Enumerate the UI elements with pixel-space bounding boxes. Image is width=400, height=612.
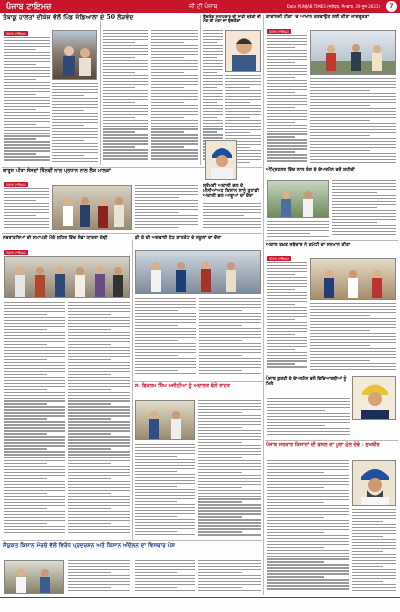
article-text [267,35,307,165]
portrait-photo [352,376,396,420]
article-text [332,180,396,238]
headline-3: ਉਦਯੋਗ ਸਲਾਹਕਾਰ ਦੀ ਸਾਡੀ ਸ਼੍ਰੇਣੀ ਦੀ ਮੰਗ ਵੀ ਮੋਗਾਂ ਜਾਂ ਉਦਯੋਗਾਂ [203,14,261,24]
headline-11: ਸ. ਵਿਕਰਮ ਸਿੰਘ ਮਜੀਠੀਆ ਨੂੰ ਅਦਾਲਤ ਵੱਲੋਂ ਰਾਹਤ [135,383,230,389]
article-text [135,444,195,538]
article-text [135,560,195,594]
article-text [4,188,49,232]
headline-1: ਤੰਬਾਕੂ ਹਾਲਤਾਂ ਦੀਕੇਜ਼ ਵੱਲੋਂ ਪਿੰਡ ਜੰਡਿਆਲਾ ਦੇ 50 ਲੋੜਵੰਦ [3,14,134,21]
article-text [352,509,396,593]
newspaper-logo: ਪੰਜਾਬ ਟਾਇਮਜ਼ [6,1,52,11]
news-photo [4,256,130,298]
headline-13: ਸੰਯੁਕਤ ਕਿਸਾਨ ਮੋਰਚੇ ਵੱਲੋਂ ਵਿਰੋਧ ਪ੍ਰਦਰਸ਼ਨ ਅਤੇ ਕਿਸਾਨ ਅੰਦੋਲਨ ਦਾ ਵਿਸਥਾਰ ਪੇਸ਼ [3,543,175,549]
news-photo [135,400,195,440]
article-text [310,303,396,372]
news-photo [52,30,97,80]
article-text [4,302,65,538]
source-tag: ਪੰਜਾਬ ਟਾਇਮਜ਼ [269,256,289,261]
article-text [135,185,198,231]
news-photo [310,258,396,300]
column-rule [132,240,133,540]
article-text [310,78,396,165]
headline-10: ਡੀ ਕੇ ਦੀ ਅਗਵਾਈ ਹੇਠ ਸ਼ਾਹਕੋਟ ਦੇ ਸਕੂਲਾਂ ਦਾ ਦੌਰਾ [135,236,222,241]
source-tag: ਪੰਜਾਬ ਟਾਇਮਜ਼ [6,250,26,255]
headline-6: ਅੰਮ੍ਰਿਤਸਰ ਵਿੱਚ ਲਾਲ ਰੰਗ ਦੇ ਚੇਅਰਮੈਨ ਵਜੋਂ ਸ਼ਹੀਦੀ [266,168,355,173]
article-text [198,560,261,594]
headline-12: ਪੰਜਾਬ ਸਰਕਾਰ ਕਿਸਾਨਾਂ ਦੀ ਫਸਲ ਦਾ ਪੂਰਾ ਮੁੱਲ ਦੇਵੇ : ਸੁਖਬੀਰ [266,442,380,448]
news-photo [310,30,396,75]
column-rule [200,15,201,165]
portrait-photo [205,140,237,180]
news-photo [135,250,261,294]
portrait-photo [225,30,261,72]
article-text [68,302,130,538]
issue-date: Date PUNJAB TIMES (ਜਲੰਧਰ, ਸੋਮਵਾਰ, 29 ਜੂਨ 2021) [286,4,380,9]
section-divider [265,440,398,441]
section-divider [2,540,262,541]
headline-2: ਕਾਵਾਂਲਜੀ ਟੀਕਾ 'ਚ ਆਖਾਨ ਕਰਵਾਉਣ ਲਈ ਕੀਤਾ ਜਾਗਰੂਕਤਾ [266,15,370,20]
article-text [103,30,148,165]
section-divider [133,381,263,382]
article-text [4,37,50,165]
news-photo [267,180,329,218]
news-photo [52,185,132,230]
article-text [52,83,98,165]
article-text [267,460,349,593]
article-text [68,560,130,594]
section-divider [2,233,262,234]
headline-8: ਪੰਜਾਬ ਕੁਸ਼ਤੀ ਦੇ ਚੇਅਰਮੈਨ ਵਲੋਂ ਵਿਦਿਆਰਥੀਆਂ ਨੂੰ ਮਿਲੇ [266,377,347,387]
article-text [135,298,196,378]
footer-rule [0,597,400,598]
headline-7: ਅਕਾਲ ਤਖ਼ਤ ਜਥੇਦਾਰ ਨੇ ਕਮੇਟੀ ਦਾ ਸਨਮਾਨ ਕੀਤਾ [266,243,351,248]
article-text [203,203,261,231]
article-text [199,298,261,378]
column-rule [263,15,264,595]
article-text [198,400,261,538]
article-text [267,221,329,238]
masthead [0,0,400,13]
source-tag: ਪੰਜਾਬ ਟਾਇਮਜ਼ [269,29,289,34]
headline-4: ਬਾਰੂਸ ਪੀਤਾ ਸੰਸਦਾਂ ਤਿੰਨਵੀਂ ਨਾਲ ਪ੍ਰਧਾਨ ਨਾਲ ਲੈਸ਼ ਮਾਲਕਾਂ [3,168,111,174]
article-text [151,30,198,165]
page-number: 7 [386,1,397,12]
article-text [267,398,350,438]
source-tag: ਪੰਜਾਬ ਟਾਇਮਜ਼ [6,182,26,187]
article-text [267,262,307,372]
section-title: ਜੀ ਟੀ ਪੰਜਾਬ [189,2,218,10]
portrait-photo [352,460,396,506]
column-rule [100,15,101,165]
source-tag: ਪੰਜਾਬ ਟਾਇਮਜ਼ [6,31,26,36]
news-photo [4,560,64,594]
headline-9: ਨਵਰਾਤਰਿਆਂ ਦੀ ਸਮਾਪਤੀ ਮੌਕੇ ਸ਼ਹਿਰ ਵਿੱਚ ਸੋਭਾ ਯਾਤਰਾ ਕੱਢੀ [3,236,108,241]
section-divider [265,240,398,241]
headline-5: ਸ਼੍ਰੋਮਣੀ ਅਕਾਲੀ ਦਲ ਦੇ ਮੀਨੀਆਂਅਧ ਕਿਸਾਨ ਸਾਨੂੰ ਤੁਹਾਡੀ ਅਕਾਲੀ ਦਲ ਆਗੂਆਂ ਦਾ ਦੌਰਾ [203,184,259,200]
